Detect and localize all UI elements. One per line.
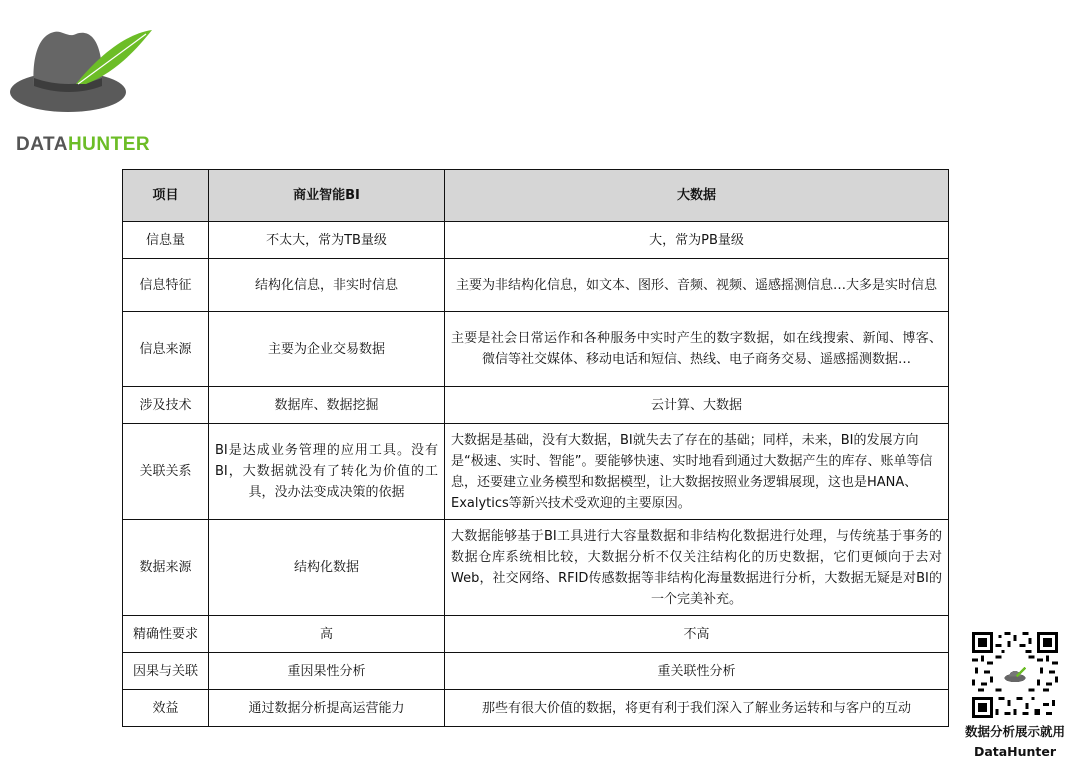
row-bigdata: 主要为非结构化信息，如文本、图形、音频、视频、遥感摇测信息…大多是实时信息 — [445, 259, 949, 312]
row-bigdata: 云计算、大数据 — [445, 387, 949, 424]
logo-wordmark: DATAHUNTER — [16, 134, 151, 155]
row-bigdata: 主要是社会日常运作和各种服务中实时产生的数字数据，如在线搜索、新闻、博客、微信等社交媒体、移动电话和短信、热线、电子商务交易、遥感摇测数据… — [445, 312, 949, 387]
row-bi: BI是达成业务管理的应用工具。没有BI，大数据就没有了转化为价值的工具，没办法变成决策的依据 — [209, 424, 445, 520]
table-row — [123, 653, 949, 690]
table-row — [123, 690, 949, 727]
row-bigdata: 那些有很大价值的数据，将更有利于我们深入了解业务运转和与客户的互动 — [445, 690, 949, 727]
table-row — [123, 259, 949, 312]
row-item: 关联关系 — [123, 424, 209, 520]
qr-caption-line2: DataHunter — [973, 744, 1057, 759]
row-item: 信息来源 — [123, 312, 209, 387]
row-item: 因果与关联 — [123, 653, 209, 690]
header-bigdata: 大数据 — [445, 170, 949, 222]
header-item: 项目 — [123, 170, 209, 222]
qr-caption — [950, 722, 1080, 762]
qr-code-icon — [972, 632, 1058, 718]
table-header-row — [123, 170, 949, 222]
row-bigdata: 不高 — [445, 616, 949, 653]
row-bi: 通过数据分析提高运营能力 — [209, 690, 445, 727]
table-row — [123, 520, 949, 616]
table-row — [123, 222, 949, 259]
table-row — [123, 424, 949, 520]
table-row — [123, 387, 949, 424]
row-bigdata: 大数据是基础，没有大数据，BI就失去了存在的基础；同样，未来，BI的发展方向是“极速、实时、智能”。要能够快速、实时地看到通过大数据产生的库存、账单等信息，还要建立业务模型和数据模型，让大数据按照业务逻辑展现，这也是HANA、Exalytics等新兴技术受欢迎的主要原因。 — [445, 424, 949, 520]
row-bigdata: 大数据能够基于BI工具进行大容量数据和非结构化数据进行处理，与传统基于事务的数据仓库系统相比较，大数据分析不仅关注结构化的历史数据，它们更倾向于去对Web，社交网络、RFID传感数据等非结构化海量数据进行分析，大数据无疑是对BI的一个完美补充。 — [445, 520, 949, 616]
row-bi: 高 — [209, 616, 445, 653]
table-row — [123, 312, 949, 387]
comparison-table — [122, 169, 949, 727]
row-bi: 数据库、数据挖掘 — [209, 387, 445, 424]
row-bi: 结构化数据 — [209, 520, 445, 616]
row-item: 效益 — [123, 690, 209, 727]
row-bi: 主要为企业交易数据 — [209, 312, 445, 387]
row-item: 精确性要求 — [123, 616, 209, 653]
row-item: 数据来源 — [123, 520, 209, 616]
row-bigdata: 重关联性分析 — [445, 653, 949, 690]
header-bi: 商业智能BI — [209, 170, 445, 222]
row-item: 信息特征 — [123, 259, 209, 312]
row-bi: 结构化信息，非实时信息 — [209, 259, 445, 312]
table-row — [123, 616, 949, 653]
datahunter-logo — [6, 14, 156, 154]
qr-caption-line1: 数据分析展示就用 — [964, 724, 1065, 739]
row-item: 涉及技术 — [123, 387, 209, 424]
hat-feather-icon — [6, 14, 156, 134]
row-bi: 不太大，常为TB量级 — [209, 222, 445, 259]
row-bigdata: 大，常为PB量级 — [445, 222, 949, 259]
row-item: 信息量 — [123, 222, 209, 259]
row-bi: 重因果性分析 — [209, 653, 445, 690]
